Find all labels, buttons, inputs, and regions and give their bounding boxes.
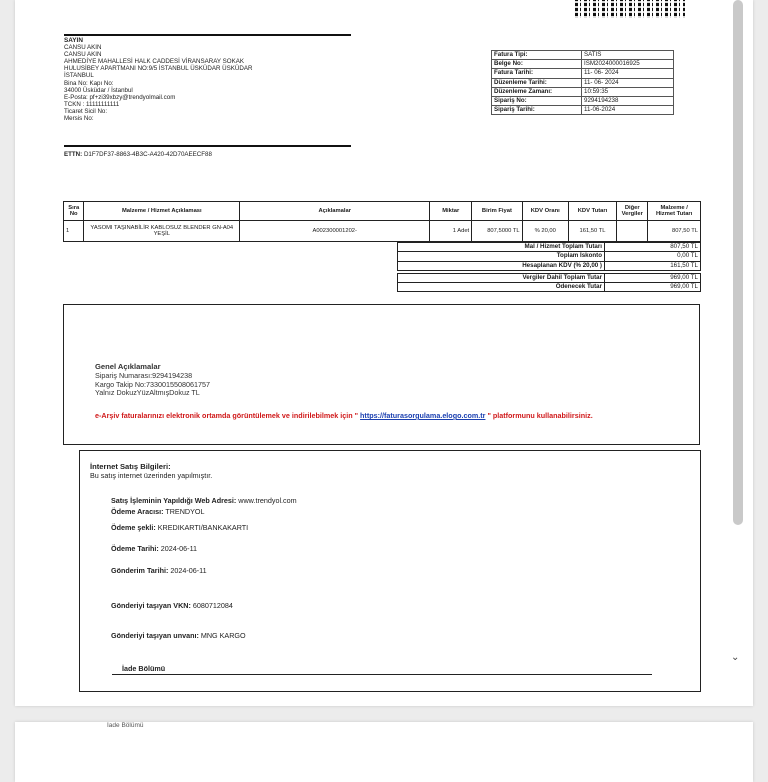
- col-desc: Malzeme / Hizmet Açıklaması: [84, 202, 240, 221]
- items-table: [63, 201, 701, 242]
- col-unit-price: Birim Fiyat: [472, 202, 522, 221]
- meta-row: [492, 87, 674, 96]
- top-rule: [64, 34, 351, 36]
- sale-carrier-vkn-label: Gönderiyi taşıyan VKN:: [111, 601, 191, 610]
- meta-row: [492, 96, 674, 105]
- earsiv-link[interactable]: https://faturasorgulama.elogo.com.tr: [360, 411, 486, 420]
- totals-value: 807,50 TL: [605, 243, 701, 252]
- item-no: 1: [64, 221, 84, 242]
- sale-pay-date: [111, 544, 197, 553]
- invoice-meta-table: [491, 50, 674, 115]
- meta-key: Fatura Tarihi:: [492, 69, 582, 78]
- item-unit-price: 807,5000 TL: [472, 221, 522, 242]
- ettn-value: D1F7DF37-8863-4B3C-A420-42D70AEECF88: [83, 151, 212, 158]
- qr-code: [575, 0, 685, 18]
- sale-method: [111, 523, 248, 532]
- item-notes: A002300001202-: [240, 221, 430, 242]
- earsiv-text: e-Arşiv faturalarınızı elektronik ortamda görüntülemek ve indirilebilmek için ": [95, 411, 359, 420]
- buyer-email: E-Posta: pf+zi39xbzy@trendyolmail.com: [64, 93, 176, 101]
- sale-web-value: www.trendyol.com: [238, 496, 297, 505]
- totals-row: [398, 283, 701, 292]
- totals-key: Toplam İskonto: [398, 252, 605, 261]
- totals-value: 969,00 TL: [605, 283, 701, 292]
- totals-key: Ödenecek Tutar: [398, 283, 605, 292]
- meta-row: [492, 106, 674, 115]
- buyer-name: CANSU AKIN: [64, 44, 102, 52]
- item-total: 807,50 TL: [648, 221, 701, 242]
- meta-value: 11-06-2024: [582, 106, 674, 115]
- chevron-down-icon[interactable]: ⌄: [731, 652, 740, 663]
- buyer-address-2: HULUSİBEY APARTMANI NO:9/5 İSTANBUL ÜSKÜDAR ÜSKÜDAR: [64, 65, 253, 73]
- meta-key: Düzenleme Zamanı:: [492, 87, 582, 96]
- meta-key: Sipariş Tarihi:: [492, 106, 582, 115]
- meta-value: SATIS: [582, 51, 674, 60]
- invoice-page-1: [15, 0, 753, 706]
- totals-value: 0,00 TL: [605, 252, 701, 261]
- notes-title: Genel Açıklamalar: [95, 362, 161, 371]
- meta-row: [492, 60, 674, 69]
- sale-heading: İnternet Satış Bilgileri:: [90, 462, 171, 471]
- totals-key: Hesaplanan KDV (% 20,00 ): [398, 261, 605, 270]
- sale-web: [111, 496, 297, 505]
- scrollbar-thumb[interactable]: [733, 0, 743, 525]
- ettn-line: [64, 151, 212, 158]
- sale-agent-label: Ödeme Aracısı:: [111, 507, 164, 516]
- item-vat-rate: % 20,00: [522, 221, 568, 242]
- totals-row: [398, 243, 701, 252]
- sale-method-label: Ödeme şekli:: [111, 523, 156, 532]
- buyer-address-block: [64, 37, 334, 122]
- meta-value: 10:59:35: [582, 87, 674, 96]
- buyer-postal: 34000 Üsküdar / İstanbul: [64, 86, 133, 94]
- buyer-mersis: Mersis No:: [64, 115, 94, 123]
- col-no: Sıra No: [64, 202, 84, 221]
- totals-value: 969,00 TL: [605, 273, 701, 282]
- sale-ship-date-value: 2024-06-11: [170, 566, 207, 575]
- sale-sub: Bu satış internet üzerinden yapılmıştır.: [90, 471, 213, 480]
- notes-in-words: Yalnız DokuzYüzAltmışDokuz TL: [95, 388, 200, 397]
- meta-key: Fatura Tipi:: [492, 51, 582, 60]
- meta-value: 9294194238: [582, 96, 674, 105]
- buyer-address-3: İSTANBUL: [64, 72, 94, 80]
- address-bottom-rule: [64, 145, 351, 147]
- totals-row: [398, 252, 701, 261]
- sale-agent-value: TRENDYOL: [165, 507, 205, 516]
- buyer-address-1: AHMEDİYE MAHALLESİ HALK CADDESİ VİRANSARAY SOKAK: [64, 58, 244, 66]
- sale-method-value: KREDIKARTI/BANKAKARTI: [157, 523, 249, 532]
- returns-title: İade Bölümü: [122, 664, 166, 673]
- notes-cargo: Kargo Takip No:7330015508061757: [95, 379, 210, 389]
- col-total: Malzeme / Hizmet Tutarı: [648, 202, 701, 221]
- notes-order-no: Sipariş Numarası:9294194238: [95, 371, 193, 380]
- item-qty: 1 Adet: [430, 221, 472, 242]
- col-other-taxes: Diğer Vergiler: [617, 202, 648, 221]
- sale-carrier-vkn: [111, 601, 233, 610]
- sale-carrier-vkn-value: 6080712084: [192, 601, 233, 610]
- col-qty: Miktar: [430, 202, 472, 221]
- sale-carrier-name-label: Gönderiyi taşıyan unvanı:: [111, 631, 199, 640]
- buyer-title: SAYIN: [64, 37, 83, 44]
- meta-value: 11- 06- 2024: [582, 69, 674, 78]
- meta-row: [492, 78, 674, 87]
- col-notes: Açıklamalar: [240, 202, 430, 221]
- sale-ship-date-label: Gönderim Tarihi:: [111, 566, 169, 575]
- sale-web-label: Satış İşleminin Yapıldığı Web Adresi:: [111, 496, 237, 505]
- buyer-tckn: TCKN : 11111111111: [64, 100, 120, 108]
- returns-rule: [112, 674, 652, 675]
- table-row: [64, 221, 701, 242]
- sale-ship-date: [111, 566, 207, 575]
- sale-pay-date-value: 2024-06-11: [160, 544, 198, 553]
- sale-info: [90, 462, 212, 480]
- earsiv-tail: " platformunu kullanabilirsiniz.: [487, 411, 593, 420]
- totals-row: [398, 273, 701, 282]
- meta-key: Düzenleme Tarihi:: [492, 78, 582, 87]
- col-vat-rate: KDV Oranı: [522, 202, 568, 221]
- item-other-taxes: [617, 221, 648, 242]
- notes-body: [95, 372, 210, 398]
- sale-carrier-name: [111, 631, 246, 640]
- sale-carrier-name-value: MNG KARGO: [200, 631, 246, 640]
- item-desc: YASOMI TAŞINABİLİR KABLOSUZ BLENDER GN-A04 YEŞİL: [84, 221, 240, 242]
- totals-key: Vergiler Dahil Toplam Tutar: [398, 273, 605, 282]
- meta-key: Belge No:: [492, 60, 582, 69]
- item-vat-amount: 161,50 TL: [568, 221, 616, 242]
- totals-key: Mal / Hizmet Toplam Tutarı: [398, 243, 605, 252]
- earsiv-notice: [95, 411, 655, 420]
- invoice-page-2: [15, 722, 753, 782]
- col-vat-amount: KDV Tutarı: [568, 202, 616, 221]
- totals-value: 161,50 TL: [605, 261, 701, 270]
- meta-value: ISM2024000016925: [582, 60, 674, 69]
- buyer-building: Bina No: Kapı No:: [64, 79, 114, 87]
- sale-pay-date-label: Ödeme Tarihi:: [111, 544, 159, 553]
- meta-row: [492, 69, 674, 78]
- totals-table: [397, 242, 701, 292]
- sale-agent: [111, 507, 204, 516]
- items-header-row: [64, 202, 701, 221]
- buyer-name-2: CANSU AKIN: [64, 51, 102, 59]
- meta-value: 11- 06- 2024: [582, 78, 674, 87]
- meta-row: [492, 51, 674, 60]
- meta-key: Sipariş No:: [492, 96, 582, 105]
- returns-title-page-2: İade Bölümü: [107, 722, 144, 729]
- totals-row: [398, 261, 701, 270]
- ettn-label: ETTN:: [64, 151, 83, 158]
- buyer-trade-reg: Ticaret Sicil No:: [64, 107, 108, 115]
